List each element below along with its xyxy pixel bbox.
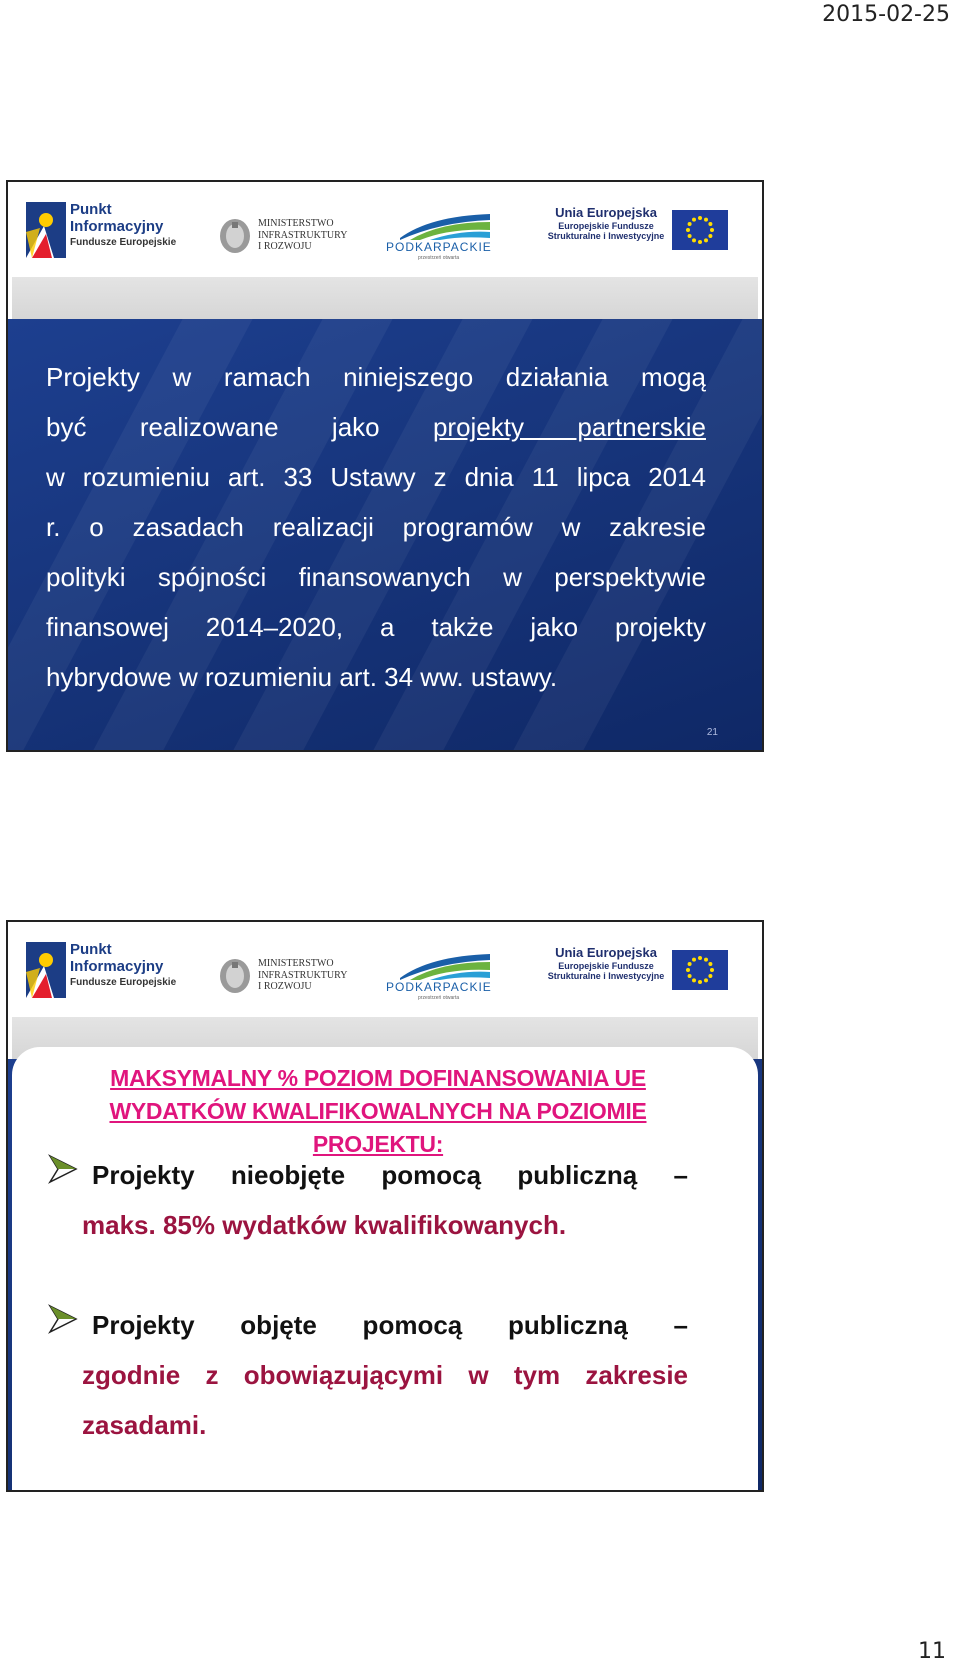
logo-pi-line1: Punkt bbox=[70, 941, 112, 958]
eagle-emblem-icon bbox=[218, 956, 252, 996]
logo-bar bbox=[8, 922, 762, 1017]
text-line: polityki spójności finansowanych w perspektywie bbox=[46, 562, 706, 592]
text-line: hybrydowe w rozumieniu art. 34 ww. ustawy. bbox=[46, 662, 558, 692]
logo-ministry-line2: INFRASTRUKTURY bbox=[258, 229, 348, 241]
hills-icon bbox=[400, 952, 490, 980]
logo-ministry-line3: I ROZWOJU bbox=[258, 981, 312, 992]
logo-pi-line3: Fundusze Europejskie bbox=[70, 237, 177, 248]
grey-band bbox=[12, 277, 758, 319]
text-line: w rozumieniu art. 33 Ustawy z dnia 11 lipca 2014 bbox=[46, 462, 706, 492]
hills-icon bbox=[400, 212, 490, 240]
logo-pi-line2: Informacyjny bbox=[70, 217, 164, 235]
logo-ministry-line3: I ROZWOJU bbox=[258, 241, 312, 252]
logo-ministry-line2: INFRASTRUKTURY bbox=[258, 969, 348, 981]
bullet-item bbox=[48, 1150, 688, 1250]
eu-flag-icon bbox=[672, 210, 728, 250]
slide-body-text bbox=[46, 352, 706, 702]
text-line: r. o zasadach realizacji programów w zakresie bbox=[46, 512, 706, 542]
logo-ue-line1: Unia Europejska bbox=[555, 205, 657, 220]
logo-podkarpackie-name: PODKARPACKIE bbox=[386, 240, 492, 254]
funding-heading: MAKSYMALNY % POZIOM DOFINANSOWANIA UE WYDATKÓW KWALIFIKOWALNYCH NA POZIOMIE PROJEKTU: bbox=[109, 1065, 647, 1157]
text-line: finansowej 2014–2020, a także jako projekty bbox=[46, 612, 706, 642]
logo-podkarpackie-tagline: przestrzeń otwarta bbox=[418, 255, 460, 261]
bullet-head: Projekty objęte pomocą publiczną – bbox=[92, 1310, 688, 1340]
bullet-head: Projekty nieobjęte pomocą publiczną – bbox=[92, 1160, 688, 1190]
bullet-detail: maks. 85% wydatków kwalifikowanych. bbox=[82, 1210, 567, 1240]
arrow-bullet-icon bbox=[48, 1304, 78, 1334]
page-date: 2015-02-25 bbox=[822, 2, 950, 27]
logo-podkarpackie-tagline: przestrzeń otwarta bbox=[418, 995, 460, 1001]
logo-bar bbox=[8, 182, 762, 277]
slide-funding-levels bbox=[6, 920, 764, 1492]
logo-ue-line1: Unia Europejska bbox=[555, 945, 657, 960]
logo-ue-line2: Europejskie Fundusze bbox=[558, 220, 654, 231]
eu-flag-icon bbox=[672, 950, 728, 990]
punkt-informacyjny-logo bbox=[26, 198, 196, 262]
logo-pi-line3: Fundusze Europejskie bbox=[70, 977, 177, 988]
podkarpackie-logo bbox=[380, 212, 500, 262]
text-line: być realizowane jako projekty partnerskie bbox=[46, 412, 706, 442]
eu-logo bbox=[546, 942, 746, 1002]
logo-ue-line2: Europejskie Fundusze bbox=[558, 960, 654, 971]
text-line: Projekty w ramach niniejszego działania mogą bbox=[46, 362, 706, 392]
punkt-informacyjny-logo bbox=[26, 938, 196, 1002]
slide-21 bbox=[6, 180, 764, 752]
eagle-emblem-icon bbox=[218, 216, 252, 256]
eu-logo bbox=[546, 202, 746, 262]
underlined-term: projekty partnerskie bbox=[432, 412, 706, 442]
ministry-logo bbox=[218, 956, 368, 996]
logo-ue-line3: Strukturalne i Inwestycyjne bbox=[547, 231, 665, 242]
ministry-logo bbox=[218, 216, 368, 256]
podkarpackie-logo bbox=[380, 952, 500, 1002]
star-mark-icon bbox=[26, 202, 66, 258]
arrow-bullet-icon bbox=[48, 1154, 78, 1184]
slide-number: 21 bbox=[706, 727, 718, 738]
logo-podkarpackie-name: PODKARPACKIE bbox=[386, 980, 492, 994]
bullet-detail: zgodnie z obowiązującymi w tym zakresie zasadami. bbox=[82, 1360, 688, 1440]
star-mark-icon bbox=[26, 942, 66, 998]
page-number: 11 bbox=[918, 1639, 946, 1664]
logo-pi-line2: Informacyjny bbox=[70, 957, 164, 975]
logo-ministry-line1: MINISTERSTWO bbox=[258, 958, 334, 969]
logo-pi-line1: Punkt bbox=[70, 201, 112, 218]
logo-ue-line3: Strukturalne i Inwestycyjne bbox=[547, 971, 665, 982]
logo-ministry-line1: MINISTERSTWO bbox=[258, 218, 334, 229]
bullet-item bbox=[48, 1300, 688, 1450]
